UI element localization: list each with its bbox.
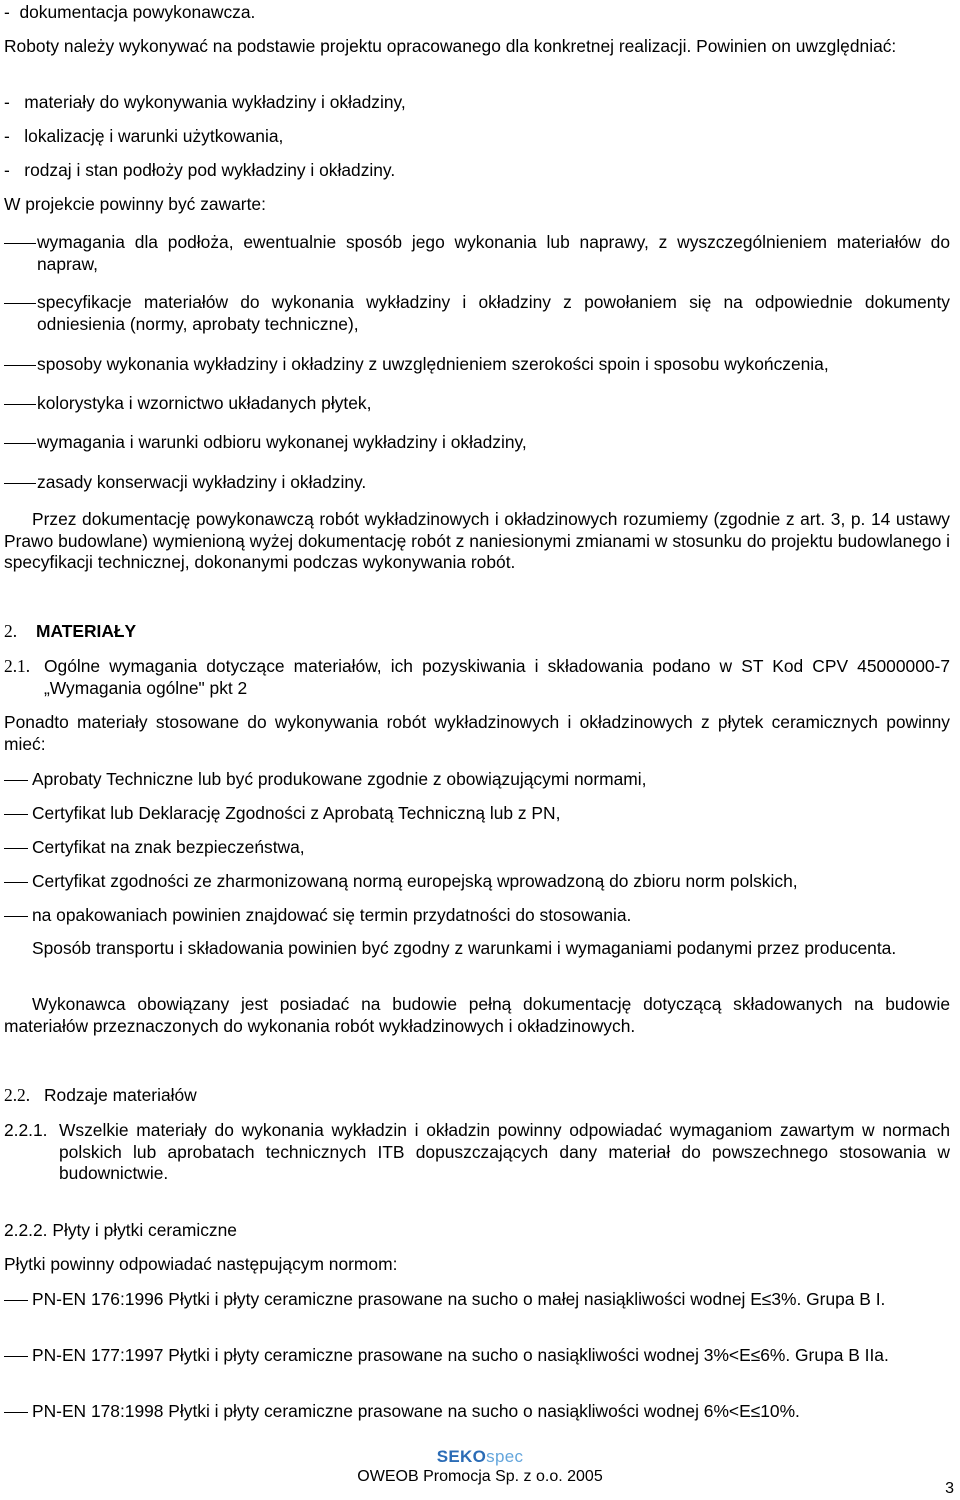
- subsection-number: 2.2.1.: [4, 1120, 48, 1140]
- norm-item-text: PN-EN 177:1997 Płytki i płyty ceramiczne prasowane na sucho o nasiąkliwości wodnej 3%<E≤6%. Grupa B IIa.: [32, 1345, 889, 1365]
- ponadto-paragraph: Ponadto materiały stosowane do wykonywania robót wykładzinowych i okładzinowych z płytek ceramicznych powinny mieć:: [4, 712, 950, 754]
- doc-top-item: [4, 2, 255, 24]
- list-item: - rodzaj i stan podłoży pod wykładziny i okładziny.: [4, 160, 396, 180]
- material-item-text: Certyfikat zgodności ze zharmonizowaną normą europejską wprowadzoną do zbioru norm polskich,: [32, 871, 798, 891]
- project-item: [4, 472, 950, 494]
- project-item-text: specyfikacje materiałów do wykonania wykładziny i okładziny z powołaniem się na odpowiednie dokumenty odniesienia (normy, aprobaty techniczne),: [37, 292, 950, 334]
- project-item: [4, 393, 950, 415]
- footer-company: OWEOB Promocja Sp. z o.o. 2005: [357, 1468, 603, 1485]
- brand-logo: [0, 1446, 960, 1468]
- norm-item: [4, 1289, 950, 1311]
- section-title: MATERIAŁY: [36, 621, 137, 641]
- norm-item: [4, 1345, 950, 1367]
- norm-item: [4, 1401, 950, 1423]
- project-item-text: wymagania i warunki odbioru wykonanej wykładziny i okładziny,: [37, 432, 527, 452]
- subsection-text: Wszelkie materiały do wykonania wykładzin i okładzin powinny odpowiadać wymaganiom zawartym w normach polskich lub aprobatach technicznych ITB dopuszczających dany materiał do powszechnego stosowania w budownictwie.: [59, 1120, 950, 1183]
- material-item: [4, 871, 950, 893]
- material-item: [4, 769, 950, 791]
- subsection-text: Ogólne wymagania dotyczące materiałów, ich pozyskiwania i składowania podano w ST Kod CPV 45000000-7 „Wymagania ogólne" pkt 2: [44, 656, 950, 698]
- project-item-text: kolorystyka i wzornictwo układanych płytek,: [37, 393, 372, 413]
- page-number: 3: [945, 1480, 954, 1497]
- hyphen-mark: -: [4, 2, 20, 22]
- project-item-text: wymagania dla podłoża, ewentualnie sposób jego wykonania lub naprawy, z wyszczególnieniem materiałów do napraw,: [37, 232, 950, 274]
- project-item-text: zasady konserwacji wykładziny i okładziny.: [37, 472, 367, 492]
- list-item-text: materiały do wykonywania wykładziny i okładziny,: [24, 92, 406, 112]
- project-item: [4, 292, 950, 335]
- norm-item-text: PN-EN 178:1998 Płytki i płyty ceramiczne prasowane na sucho o nasiąkliwości wodnej 6%<E≤10%.: [32, 1401, 800, 1421]
- list-item-text: rodzaj i stan podłoży pod wykładziny i okładziny.: [24, 160, 396, 180]
- project-item: [4, 354, 950, 376]
- material-item-text: na opakowaniach powinien znajdować się termin przydatności do stosowania.: [32, 905, 632, 925]
- wykonawca-paragraph: Wykonawca obowiązany jest posiadać na budowie pełną dokumentację dotyczącą składowanych na budowie materiałów przeznaczonych do wykonania robót wykładzinowych i okładzinowych.: [4, 994, 950, 1036]
- list-item: - lokalizację i warunki użytkowania,: [4, 126, 284, 146]
- project-item: [4, 232, 950, 275]
- subsection-title: Płyty i płytki ceramiczne: [52, 1220, 237, 1240]
- subsection-2-2: [4, 1085, 197, 1107]
- list-item: - materiały do wykonywania wykładziny i okładziny,: [4, 92, 406, 112]
- material-item-text: Aprobaty Techniczne lub być produkowane zgodnie z obowiązującymi normami,: [32, 769, 647, 789]
- brand-logo-part: SEKO: [436, 1447, 487, 1466]
- material-item-text: Certyfikat na znak bezpieczeństwa,: [32, 837, 305, 857]
- material-item: [4, 803, 950, 825]
- norms-intro: Płytki powinny odpowiadać następującym normom:: [4, 1254, 398, 1274]
- material-item-text: Certyfikat lub Deklarację Zgodności z Aprobatą Techniczną lub z PN,: [32, 803, 561, 823]
- subsection-number: 2.2.2.: [4, 1220, 48, 1240]
- material-item: [4, 837, 950, 859]
- section-number: 2.: [4, 621, 18, 641]
- project-item: [4, 432, 950, 454]
- project-closing: Przez dokumentację powykonawczą robót wykładzinowych i okładzinowych rozumiemy (zgodnie z art. 3, p. 14 ustawy Prawo budowlane) wymienioną wyżej dokumentację robót z naniesionymi zmianami w stosunku do projektu budowlanego i specyfikacji technicznej, dokonanymi podczas wykonywania robót.: [4, 509, 950, 572]
- brand-logo-part: spec: [486, 1447, 524, 1466]
- subsection-title: Rodzaje materiałów: [44, 1085, 197, 1105]
- section-heading: [4, 621, 137, 643]
- list-item-text: dokumentacja powykonawcza.: [19, 2, 256, 22]
- transport-paragraph: Sposób transportu i składowania powinien być zgodny z warunkami i wymaganiami podanymi przez producenta.: [32, 938, 897, 958]
- project-heading: W projekcie powinny być zawarte:: [4, 194, 266, 214]
- subsection-2-2-2: [4, 1220, 237, 1242]
- list-item-text: lokalizację i warunki użytkowania,: [24, 126, 284, 146]
- project-item-text: sposoby wykonania wykładziny i okładziny z uwzględnieniem szerokości spoin i sposobu wykończenia,: [37, 354, 829, 374]
- subsection-number: 2.1.: [4, 656, 31, 676]
- intro-paragraph: Roboty należy wykonywać na podstawie projektu opracowanego dla konkretnej realizacji. Powinien on uwzględniać:: [4, 36, 897, 56]
- subsection-2-2-1: [4, 1120, 950, 1185]
- material-item: [4, 905, 950, 927]
- subsection-2-1: [4, 656, 950, 699]
- subsection-number: 2.2.: [4, 1085, 31, 1105]
- norm-item-text: PN-EN 176:1996 Płytki i płyty ceramiczne prasowane na sucho o małej nasiąkliwości wodnej E≤3%. Grupa B I.: [32, 1289, 886, 1309]
